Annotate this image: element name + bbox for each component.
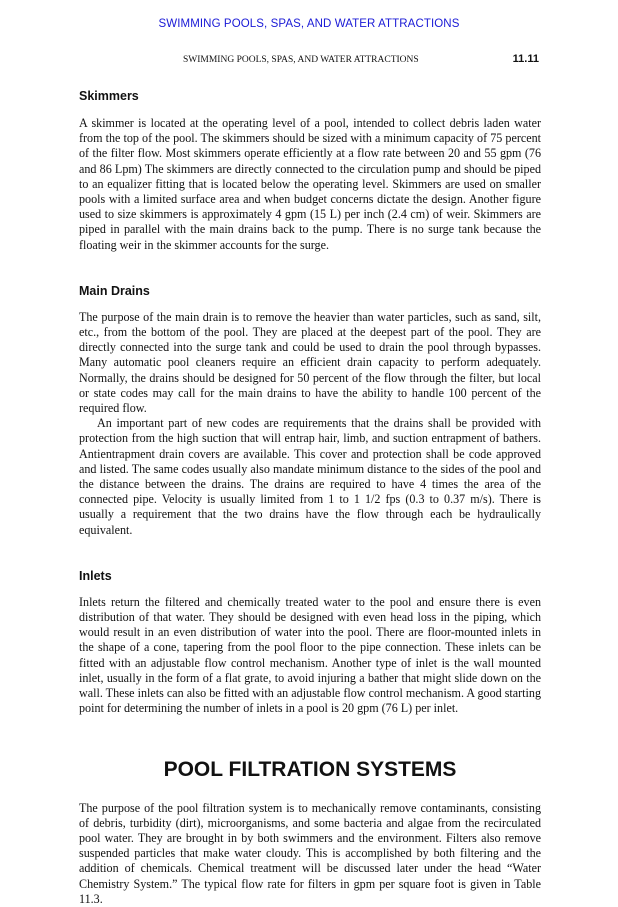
main-drains-paragraph-1: The purpose of the main drain is to remove the heavier than water particles, such as sand, silt, etc., from the bottom of the pool. They are placed at the deepest part of the pool. They are directly connected into the surge tank and could be used to drain the pool through bypasses. Many automatic pool cleaners require an efficient drain capacity to perform adequately. Normally, the drains should be designed for 50 percent of the flow through the filter, but local or state codes may call for the main drains to have the ability to handle 100 percent of the required flow. bbox=[79, 309, 541, 416]
running-head: SWIMMING POOLS, SPAS, AND WATER ATTRACTIONS bbox=[183, 55, 419, 65]
inlets-paragraph: Inlets return the filtered and chemically treated water to the pool and ensure there is even distribution of that water. They should be designed with even head loss in the piping, which would result in an even distribution of water into the pool. There are floor-mounted inlets in the shape of a cone, tapering from the pool floor to the pipe connection. These inlets can be fitted with an adjustable flow control mechanism. Another type of inlet is the wall mounted inlet, usually in the form of a flat grate, to avoid injuring a bather that might slide down on the wall. These inlets can also be fitted with an adjustable flow control mechanism. A good starting point for determining the number of inlets in a pool is 20 gpm (76 L) per inlet. bbox=[79, 594, 541, 716]
top-banner: SWIMMING POOLS, SPAS, AND WATER ATTRACTIONS bbox=[158, 18, 460, 30]
page-number: 11.11 bbox=[512, 53, 539, 65]
inlets-heading: Inlets bbox=[79, 568, 112, 583]
filtration-paragraph: The purpose of the pool filtration system is to mechanically remove contaminants, consisting of debris, turbidity (dirt), microorganisms, and some bacteria and algae from the recirculated pool water. They are brought in by both swimmers and the environment. Filters also remove suspended particles that make water cloudy. This is accomplished by both filtering and the addition of chemicals. Chemical treatment will be discussed later under the head “Water Chemistry System.” The typical flow rate for filters in gpm per square foot is given in Table 11.3. bbox=[79, 800, 541, 906]
main-drains-paragraph-2: An important part of new codes are requirements that the drains shall be provided with protection from the high suction that will entrap hair, limb, and suction entrapment of bathers. Antientrapment drain covers are available. This cover and protection shall be code approved and listed. The same codes usually also mandate minimum distance to the sides of the pool and the distance between the drains. The drains are required to have 4 times the area of the connected pipe. Velocity is usually limited from 1 to 1 1/2 fps (0.3 to 0.37 m/s). There is usually a requirement that the two drains have the flow through each be hydraulically equivalent. bbox=[79, 416, 541, 537]
skimmers-paragraph: A skimmer is located at the operating level of a pool, intended to collect debris laden water from the top of the pool. The skimmers should be sized with a minimum capacity of 75 percent of the filter flow. Most skimmers operate efficiently at a flow rate between 20 and 55 gpm (76 and 86 Lpm) The skimmers are directly connected to the circulation pump and should be piped to an equalizer fitting that is located below the operating level. Skimmers are used on smaller pools with a limited surface area and when budget concerns dictate the design. Another figure used to size skimmers is approximately 4 gpm (15 L) per inch (2.4 cm) of weir. Skimmers are piped in parallel with the main drains back to the pump. There is no surge tank because the floating weir in the skimmer accounts for the surge. bbox=[79, 116, 541, 252]
skimmers-heading: Skimmers bbox=[79, 89, 139, 103]
page-content bbox=[79, 88, 541, 907]
main-drains-heading: Main Drains bbox=[79, 283, 150, 298]
filtration-heading: POOL FILTRATION SYSTEMS bbox=[163, 757, 457, 781]
